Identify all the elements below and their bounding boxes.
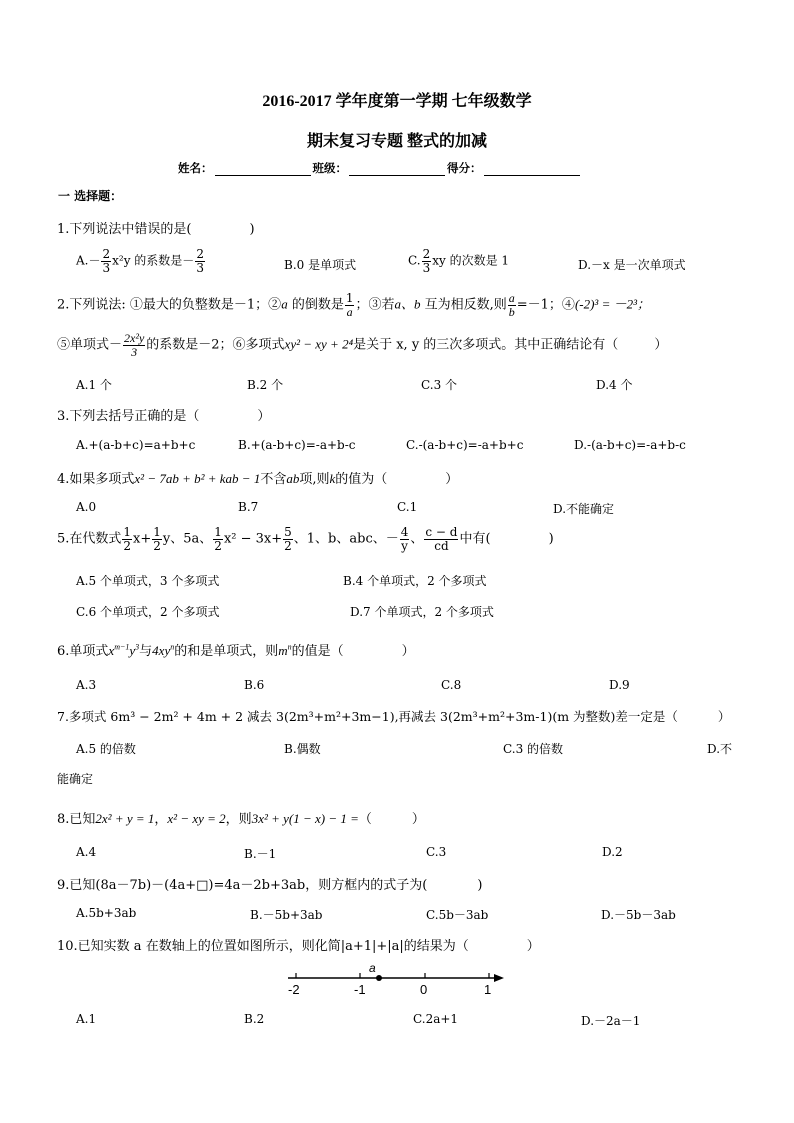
fraction: $\frac{4}{y}$ xyxy=(400,525,409,553)
question-8-stem: 8.已知2x² + y = 1，x² − xy = 2，则3x² + y(1 − x) − 1 =（ ） xyxy=(57,811,425,827)
question-1-stem: 1.下列说法中错误的是( ) xyxy=(57,222,255,237)
section-title: 一 选择题： xyxy=(58,189,123,203)
q6-option-b[interactable]: B.6 xyxy=(244,678,265,692)
fraction: $\frac{\text{2x²y}}{3}$ xyxy=(124,331,145,359)
q3-option-b[interactable]: B.+(a-b+c)=-a+b-c xyxy=(238,438,356,452)
q10-option-d[interactable]: D.－2a－1 xyxy=(581,1014,641,1028)
q2-option-c[interactable]: C.3 个 xyxy=(421,378,458,392)
q1-option-b[interactable]: B.0 是单项式 xyxy=(284,258,357,272)
fraction: $\frac{1}{2}$ xyxy=(123,525,132,553)
question-4-stem: 4.如果多项式x² − 7ab + b² + kab − 1不含ab项,则k的值为（ ） xyxy=(57,471,459,487)
q9-option-c[interactable]: C.5b－3ab xyxy=(426,908,489,922)
page-subtitle: 期末复习专题 整式的加减 xyxy=(306,133,487,150)
q7-option-d-continued: 能确定 xyxy=(57,772,94,786)
question-2-stem-line2: ⑤单项式－ $\frac{\text{2x²y}}{3}$ 的系数是－2；⑥多项式xy² − xy + 2⁴是关于 x, y 的三次多项式。其中正确结论有（ ） xyxy=(57,331,668,359)
number-line-figure xyxy=(282,958,508,998)
q4-option-b[interactable]: B.7 xyxy=(238,500,259,514)
q3-option-d[interactable]: D.-(a-b+c)=-a+b-c xyxy=(574,438,686,452)
q6-option-c[interactable]: C.8 xyxy=(441,678,462,692)
question-5-stem: 5.在代数式 $\frac{1}{2}$ x+ $\frac{1}{2}$ y、5a、 $\frac{1}{2}$ x² − 3x+ $\frac{5}{2}$ 、1、b、abc、－ $\frac{4}{y}$ 、 $\frac{c - d}{cd}$ 中有( ) xyxy=(57,525,554,553)
q8-option-c[interactable]: C.3 xyxy=(426,845,447,859)
fraction: $\frac{c - d}{cd}$ xyxy=(425,525,458,553)
score-label: 得分： xyxy=(447,161,482,175)
q8-option-a[interactable]: A.4 xyxy=(76,845,97,859)
q9-option-b[interactable]: B.－5b+3ab xyxy=(250,908,323,922)
q3-option-c[interactable]: C.-(a-b+c)=-a+b+c xyxy=(406,438,524,452)
q8-option-d[interactable]: D.2 xyxy=(602,845,623,859)
q7-option-c[interactable]: C.3 的倍数 xyxy=(503,742,564,756)
q10-option-b[interactable]: B.2 xyxy=(244,1012,265,1026)
name-label: 姓名： xyxy=(178,161,213,175)
class-label: 班级： xyxy=(312,161,347,175)
q5-option-d[interactable]: D.7 个单项式，2 个多项式 xyxy=(350,605,494,619)
q4-option-c[interactable]: C.1 xyxy=(397,500,418,514)
q4-option-d[interactable]: D.不能确定 xyxy=(553,502,615,516)
axis-label: -1 xyxy=(354,982,366,997)
q10-option-c[interactable]: C.2a+1 xyxy=(413,1012,459,1026)
question-10-stem: 10.已知实数 a 在数轴上的位置如图所示，则化简|a+1|+|a|的结果为（ ） xyxy=(57,939,540,954)
q7-option-b[interactable]: B.偶数 xyxy=(284,742,321,756)
fraction: $\frac{1}{a}$ xyxy=(345,291,354,319)
axis-label: -2 xyxy=(288,982,300,997)
class-blank[interactable] xyxy=(349,163,445,176)
q10-option-a[interactable]: A.1 xyxy=(76,1012,97,1026)
score-blank[interactable] xyxy=(484,163,580,176)
q9-option-a[interactable]: A.5b+3ab xyxy=(76,906,137,920)
q3-option-a[interactable]: A.+(a-b+c)=a+b+c xyxy=(76,438,196,452)
q1-option-d[interactable]: D.－x 是一次单项式 xyxy=(578,258,686,272)
q2-option-b[interactable]: B.2 个 xyxy=(247,378,284,392)
page-title: 2016-2017 学年度第一学期 七年级数学 xyxy=(262,93,532,110)
question-2-stem-line1: 2.下列说法: ①最大的负整数是－1；②a 的倒数是 $\frac{1}{a}$ ；③若a、b 互为相反数,则 $\frac{a}{b}$ =－1；④(-2)³ = －2³； xyxy=(57,291,650,319)
question-7-stem: 7.多项式 6m³ − 2m² + 4m + 2 减去 3(2m³+m²+3m−1),再减去 3(2m³+m²+3m-1)(m 为整数)差一定是（ ） xyxy=(57,709,731,724)
fraction: $\frac{1}{2}$ xyxy=(153,525,161,553)
q7-option-a[interactable]: A.5 的倍数 xyxy=(76,742,136,756)
fraction: $\frac{2}{3}$ xyxy=(102,247,111,275)
q1-option-a[interactable]: A.－ $\frac{2}{3}$ x²y 的系数是－ $\frac{2}{3}$ xyxy=(76,247,204,275)
name-blank[interactable] xyxy=(215,163,311,176)
fraction: $\frac{2}{3}$ xyxy=(196,247,204,275)
question-9-stem: 9.已知(8a－7b)－(4a+□)=4a－2b+3ab，则方框内的式子为( ) xyxy=(57,878,483,893)
arrow-icon xyxy=(494,974,504,982)
point-a-marker xyxy=(376,975,382,981)
q5-option-a[interactable]: A.5 个单项式，3 个多项式 xyxy=(76,574,220,588)
q2-option-d[interactable]: D.4 个 xyxy=(596,378,633,392)
q6-option-a[interactable]: A.3 xyxy=(76,678,97,692)
q6-option-d[interactable]: D.9 xyxy=(609,678,630,692)
q9-option-d[interactable]: D.－5b－3ab xyxy=(601,908,676,922)
q8-option-b[interactable]: B.－1 xyxy=(244,847,277,861)
fraction: $\frac{1}{2}$ xyxy=(214,525,222,553)
q7-option-d[interactable]: D.不 xyxy=(707,742,733,756)
axis-label: 0 xyxy=(420,982,428,997)
q1-option-c[interactable]: C. $\frac{2}{3}$ xy 的次数是 1 xyxy=(408,247,510,275)
axis-label: 1 xyxy=(484,982,492,997)
question-6-stem: 6.单项式$x^{m-1}y^3$与$4xy^n$的和是单项式，则$m^n$的值是（ ） xyxy=(57,642,415,659)
point-a-label: a xyxy=(369,961,376,975)
q5-option-b[interactable]: B.4 个单项式，2 个多项式 xyxy=(343,574,487,588)
q2-option-a[interactable]: A.1 个 xyxy=(76,378,112,392)
fraction: $\frac{2}{3}$ xyxy=(422,247,431,275)
q5-option-c[interactable]: C.6 个单项式，2 个多项式 xyxy=(76,605,220,619)
q4-option-a[interactable]: A.0 xyxy=(76,500,97,514)
question-3-stem: 3.下列去括号正确的是（ ） xyxy=(57,409,271,424)
fraction: $\frac{a}{b}$ xyxy=(508,291,515,319)
student-info-row xyxy=(178,160,582,176)
fraction: $\frac{5}{2}$ xyxy=(284,525,292,553)
